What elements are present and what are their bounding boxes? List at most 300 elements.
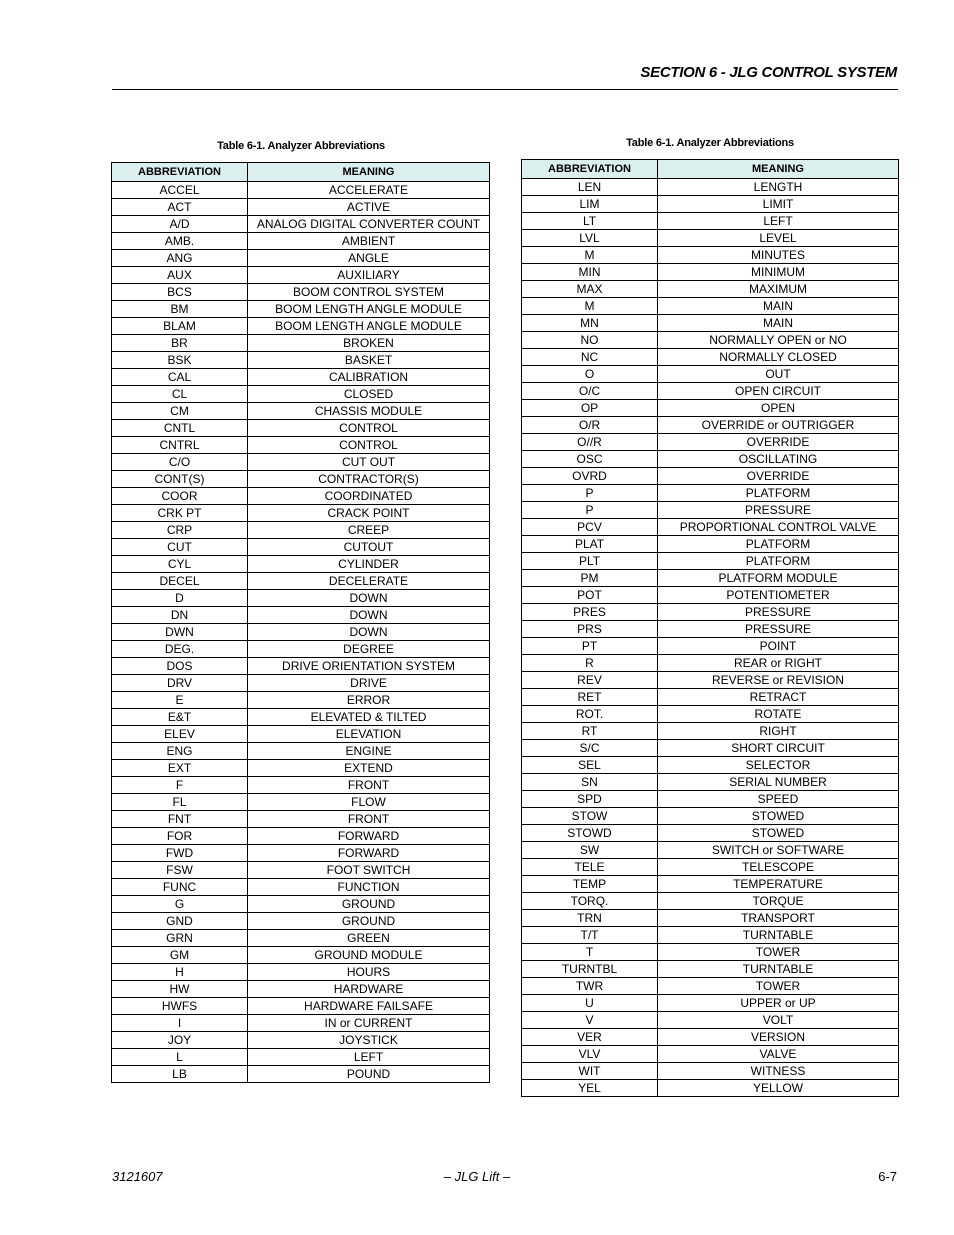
meaning-cell: HOURS — [248, 964, 490, 981]
table-row — [522, 230, 899, 247]
table-header-row — [522, 160, 899, 179]
abbreviation-cell: ENG — [112, 743, 248, 760]
meaning-cell: IN or CURRENT — [248, 1015, 490, 1032]
abbreviation-cell: TWR — [522, 978, 658, 995]
abbreviation-cell: GRN — [112, 930, 248, 947]
table-row — [522, 264, 899, 281]
table-row — [522, 842, 899, 859]
abbreviation-cell: DN — [112, 607, 248, 624]
table-row — [112, 539, 490, 556]
meaning-cell: TURNTABLE — [658, 927, 899, 944]
table-row — [522, 1080, 899, 1097]
abbreviation-cell: U — [522, 995, 658, 1012]
abbreviation-cell: POT — [522, 587, 658, 604]
abbreviation-cell: FL — [112, 794, 248, 811]
table-caption-right: Table 6-1. Analyzer Abbreviations — [626, 137, 794, 149]
abbreviation-cell: DEG. — [112, 641, 248, 658]
abbreviation-cell: FSW — [112, 862, 248, 879]
meaning-cell: CALIBRATION — [248, 369, 490, 386]
abbreviation-cell: OP — [522, 400, 658, 417]
abbreviation-cell: SW — [522, 842, 658, 859]
abbreviation-table-right — [521, 159, 899, 1097]
table-row — [112, 182, 490, 199]
table-row — [112, 233, 490, 250]
abbreviation-cell: PM — [522, 570, 658, 587]
abbreviation-cell: HW — [112, 981, 248, 998]
meaning-cell: MAIN — [658, 315, 899, 332]
table-row — [522, 213, 899, 230]
meaning-cell: SPEED — [658, 791, 899, 808]
meaning-cell: EXTEND — [248, 760, 490, 777]
table-row — [112, 590, 490, 607]
table-row — [522, 536, 899, 553]
abbreviation-cell: ACCEL — [112, 182, 248, 199]
footer-publisher: – JLG Lift – — [443, 1169, 511, 1184]
table-row — [112, 692, 490, 709]
meaning-cell: JOYSTICK — [248, 1032, 490, 1049]
abbreviation-cell: A/D — [112, 216, 248, 233]
table-row — [112, 250, 490, 267]
meaning-cell: DOWN — [248, 607, 490, 624]
column-header-abbreviation: ABBREVIATION — [522, 160, 658, 179]
table-row — [112, 726, 490, 743]
abbreviation-cell: I — [112, 1015, 248, 1032]
meaning-cell: OPEN CIRCUIT — [658, 383, 899, 400]
meaning-cell: VOLT — [658, 1012, 899, 1029]
table-row — [112, 624, 490, 641]
abbreviation-cell: D — [112, 590, 248, 607]
meaning-cell: CONTRACTOR(S) — [248, 471, 490, 488]
table-row — [522, 876, 899, 893]
abbreviation-cell: AMB. — [112, 233, 248, 250]
meaning-cell: BASKET — [248, 352, 490, 369]
meaning-cell: CONTROL — [248, 437, 490, 454]
abbreviation-cell: BR — [112, 335, 248, 352]
table-row — [522, 825, 899, 842]
table-row — [112, 896, 490, 913]
meaning-cell: ERROR — [248, 692, 490, 709]
meaning-cell: BROKEN — [248, 335, 490, 352]
table-row — [112, 420, 490, 437]
table-row — [522, 587, 899, 604]
meaning-cell: DRIVE — [248, 675, 490, 692]
table-row — [522, 995, 899, 1012]
table-row — [522, 859, 899, 876]
table-row — [112, 318, 490, 335]
meaning-cell: POINT — [658, 638, 899, 655]
meaning-cell: NORMALLY OPEN or NO — [658, 332, 899, 349]
column-header-meaning: MEANING — [658, 160, 899, 179]
meaning-cell: AMBIENT — [248, 233, 490, 250]
meaning-cell: PRESSURE — [658, 604, 899, 621]
meaning-cell: PLATFORM — [658, 553, 899, 570]
abbreviation-cell: CM — [112, 403, 248, 420]
abbreviation-cell: P — [522, 485, 658, 502]
table-row — [112, 284, 490, 301]
meaning-cell: STOWED — [658, 825, 899, 842]
abbreviation-cell: DWN — [112, 624, 248, 641]
table-row — [112, 369, 490, 386]
abbreviation-cell: COOR — [112, 488, 248, 505]
abbreviation-cell: T/T — [522, 927, 658, 944]
meaning-cell: PROPORTIONAL CONTROL VALVE — [658, 519, 899, 536]
table-row — [522, 978, 899, 995]
table-row — [522, 944, 899, 961]
abbreviation-cell: ACT — [112, 199, 248, 216]
abbreviation-cell: SEL — [522, 757, 658, 774]
abbreviation-cell: TRN — [522, 910, 658, 927]
abbreviation-cell: CUT — [112, 539, 248, 556]
table-row — [522, 1012, 899, 1029]
table-row — [112, 811, 490, 828]
abbreviation-cell: VLV — [522, 1046, 658, 1063]
table-row — [112, 471, 490, 488]
table-row — [522, 570, 899, 587]
meaning-cell: MINUTES — [658, 247, 899, 264]
abbreviation-cell: T — [522, 944, 658, 961]
meaning-cell: SWITCH or SOFTWARE — [658, 842, 899, 859]
meaning-cell: TEMPERATURE — [658, 876, 899, 893]
table-row — [522, 1029, 899, 1046]
abbreviation-cell: CNTRL — [112, 437, 248, 454]
meaning-cell: MAIN — [658, 298, 899, 315]
meaning-cell: HARDWARE — [248, 981, 490, 998]
table-row — [112, 352, 490, 369]
meaning-cell: CLOSED — [248, 386, 490, 403]
meaning-cell: DOWN — [248, 624, 490, 641]
abbreviation-cell: OSC — [522, 451, 658, 468]
table-row — [112, 879, 490, 896]
meaning-cell: FRONT — [248, 777, 490, 794]
table-row — [522, 1046, 899, 1063]
meaning-cell: PRESSURE — [658, 502, 899, 519]
meaning-cell: CUT OUT — [248, 454, 490, 471]
meaning-cell: ANALOG DIGITAL CONVERTER COUNT — [248, 216, 490, 233]
abbreviation-cell: CL — [112, 386, 248, 403]
abbreviation-cell: NO — [522, 332, 658, 349]
table-row — [522, 485, 899, 502]
meaning-cell: OVERRIDE — [658, 434, 899, 451]
abbreviation-cell: ANG — [112, 250, 248, 267]
meaning-cell: PLATFORM MODULE — [658, 570, 899, 587]
meaning-cell: LEVEL — [658, 230, 899, 247]
meaning-cell: CHASSIS MODULE — [248, 403, 490, 420]
table-row — [522, 706, 899, 723]
table-row — [112, 777, 490, 794]
header-rule — [112, 89, 898, 90]
abbreviation-cell: CRP — [112, 522, 248, 539]
meaning-cell: ACCELERATE — [248, 182, 490, 199]
abbreviation-cell: FWD — [112, 845, 248, 862]
abbreviation-cell: ROT. — [522, 706, 658, 723]
table-row — [112, 913, 490, 930]
abbreviation-cell: JOY — [112, 1032, 248, 1049]
meaning-cell: RETRACT — [658, 689, 899, 706]
abbreviation-cell: BLAM — [112, 318, 248, 335]
abbreviation-cell: ELEV — [112, 726, 248, 743]
meaning-cell: GROUND MODULE — [248, 947, 490, 964]
abbreviation-cell: LVL — [522, 230, 658, 247]
table-row — [522, 298, 899, 315]
abbreviation-cell: PT — [522, 638, 658, 655]
table-row — [522, 621, 899, 638]
abbreviation-cell: RET — [522, 689, 658, 706]
meaning-cell: PLATFORM — [658, 485, 899, 502]
meaning-cell: DRIVE ORIENTATION SYSTEM — [248, 658, 490, 675]
meaning-cell: ELEVATED & TILTED — [248, 709, 490, 726]
meaning-cell: LEFT — [658, 213, 899, 230]
table-row — [522, 553, 899, 570]
table-row — [522, 502, 899, 519]
abbreviation-cell: RT — [522, 723, 658, 740]
meaning-cell: YELLOW — [658, 1080, 899, 1097]
table-row — [112, 641, 490, 658]
table-row — [112, 743, 490, 760]
abbreviation-cell: LB — [112, 1066, 248, 1083]
table-row — [112, 607, 490, 624]
table-row — [112, 403, 490, 420]
abbreviation-cell: F — [112, 777, 248, 794]
meaning-cell: CRACK POINT — [248, 505, 490, 522]
meaning-cell: ACTIVE — [248, 199, 490, 216]
table-row — [112, 981, 490, 998]
abbreviation-cell: TEMP — [522, 876, 658, 893]
meaning-cell: CREEP — [248, 522, 490, 539]
abbreviation-cell: STOWD — [522, 825, 658, 842]
meaning-cell: ENGINE — [248, 743, 490, 760]
abbreviation-cell: CAL — [112, 369, 248, 386]
table-header-row — [112, 163, 490, 182]
abbreviation-cell: MIN — [522, 264, 658, 281]
table-row — [112, 1049, 490, 1066]
abbreviation-cell: FOR — [112, 828, 248, 845]
table-row — [112, 488, 490, 505]
table-row — [112, 199, 490, 216]
abbreviation-cell: MAX — [522, 281, 658, 298]
meaning-cell: OVERRIDE — [658, 468, 899, 485]
abbreviation-cell: PLAT — [522, 536, 658, 553]
abbreviation-cell: CONT(S) — [112, 471, 248, 488]
abbreviation-cell: BCS — [112, 284, 248, 301]
abbreviation-cell: G — [112, 896, 248, 913]
abbreviation-cell: M — [522, 247, 658, 264]
abbreviation-cell: LT — [522, 213, 658, 230]
table-row — [522, 689, 899, 706]
meaning-cell: FLOW — [248, 794, 490, 811]
abbreviation-cell: DECEL — [112, 573, 248, 590]
abbreviation-cell: AUX — [112, 267, 248, 284]
table-row — [112, 1015, 490, 1032]
table-row — [112, 828, 490, 845]
meaning-cell: DEGREE — [248, 641, 490, 658]
abbreviation-cell: FUNC — [112, 879, 248, 896]
meaning-cell: COORDINATED — [248, 488, 490, 505]
meaning-cell: TOWER — [658, 978, 899, 995]
meaning-cell: PLATFORM — [658, 536, 899, 553]
meaning-cell: OSCILLATING — [658, 451, 899, 468]
meaning-cell: TORQUE — [658, 893, 899, 910]
table-row — [112, 267, 490, 284]
meaning-cell: FRONT — [248, 811, 490, 828]
meaning-cell: CYLINDER — [248, 556, 490, 573]
abbreviation-cell: GM — [112, 947, 248, 964]
meaning-cell: RIGHT — [658, 723, 899, 740]
table-row — [522, 366, 899, 383]
table-row — [112, 216, 490, 233]
table-row — [112, 947, 490, 964]
meaning-cell: POTENTIOMETER — [658, 587, 899, 604]
table-row — [112, 658, 490, 675]
table-row — [522, 774, 899, 791]
abbreviation-cell: REV — [522, 672, 658, 689]
meaning-cell: BOOM CONTROL SYSTEM — [248, 284, 490, 301]
meaning-cell: WITNESS — [658, 1063, 899, 1080]
table-row — [112, 930, 490, 947]
table-row — [522, 791, 899, 808]
abbreviation-cell: CYL — [112, 556, 248, 573]
meaning-cell: LEFT — [248, 1049, 490, 1066]
abbreviation-cell: PLT — [522, 553, 658, 570]
abbreviation-cell: YEL — [522, 1080, 658, 1097]
abbreviation-cell: O/R — [522, 417, 658, 434]
meaning-cell: LENGTH — [658, 179, 899, 196]
abbreviation-cell: O//R — [522, 434, 658, 451]
meaning-cell: GROUND — [248, 896, 490, 913]
table-row — [522, 638, 899, 655]
table-row — [522, 315, 899, 332]
abbreviation-cell: BSK — [112, 352, 248, 369]
table-row — [522, 604, 899, 621]
abbreviation-cell: H — [112, 964, 248, 981]
table-row — [522, 281, 899, 298]
abbreviation-cell: TORQ. — [522, 893, 658, 910]
table-row — [112, 964, 490, 981]
table-row — [112, 301, 490, 318]
meaning-cell: STOWED — [658, 808, 899, 825]
abbreviation-cell: WIT — [522, 1063, 658, 1080]
abbreviation-cell: S/C — [522, 740, 658, 757]
meaning-cell: AUXILIARY — [248, 267, 490, 284]
table-row — [522, 1063, 899, 1080]
column-header-abbreviation: ABBREVIATION — [112, 163, 248, 182]
table-row — [522, 468, 899, 485]
meaning-cell: SELECTOR — [658, 757, 899, 774]
abbreviation-cell: BM — [112, 301, 248, 318]
abbreviation-cell: CRK PT — [112, 505, 248, 522]
table-row — [112, 556, 490, 573]
table-row — [522, 196, 899, 213]
table-row — [112, 675, 490, 692]
abbreviation-cell: TURNTBL — [522, 961, 658, 978]
column-header-meaning: MEANING — [248, 163, 490, 182]
meaning-cell: VALVE — [658, 1046, 899, 1063]
table-row — [522, 927, 899, 944]
table-row — [522, 672, 899, 689]
meaning-cell: BOOM LENGTH ANGLE MODULE — [248, 318, 490, 335]
table-row — [522, 434, 899, 451]
table-row — [112, 709, 490, 726]
table-row — [112, 998, 490, 1015]
table-row — [522, 519, 899, 536]
meaning-cell: HARDWARE FAILSAFE — [248, 998, 490, 1015]
meaning-cell: LIMIT — [658, 196, 899, 213]
table-row — [522, 655, 899, 672]
table-row — [112, 573, 490, 590]
table-row — [522, 808, 899, 825]
abbreviation-table-left — [111, 162, 490, 1083]
meaning-cell: FORWARD — [248, 845, 490, 862]
meaning-cell: TELESCOPE — [658, 859, 899, 876]
table-row — [522, 332, 899, 349]
meaning-cell: TURNTABLE — [658, 961, 899, 978]
table-row — [112, 437, 490, 454]
table-row — [112, 1032, 490, 1049]
meaning-cell: BOOM LENGTH ANGLE MODULE — [248, 301, 490, 318]
meaning-cell: CUTOUT — [248, 539, 490, 556]
abbreviation-cell: LIM — [522, 196, 658, 213]
meaning-cell: ROTATE — [658, 706, 899, 723]
meaning-cell: UPPER or UP — [658, 995, 899, 1012]
abbreviation-cell: PRES — [522, 604, 658, 621]
table-row — [112, 386, 490, 403]
meaning-cell: DECELERATE — [248, 573, 490, 590]
abbreviation-cell: OVRD — [522, 468, 658, 485]
table-row — [522, 400, 899, 417]
table-row — [112, 794, 490, 811]
meaning-cell: CONTROL — [248, 420, 490, 437]
table-row — [112, 1066, 490, 1083]
table-row — [112, 335, 490, 352]
footer-page-number: 6-7 — [878, 1169, 897, 1184]
table-row — [522, 740, 899, 757]
table-row — [522, 383, 899, 400]
abbreviation-cell: PCV — [522, 519, 658, 536]
abbreviation-cell: GND — [112, 913, 248, 930]
abbreviation-cell: SPD — [522, 791, 658, 808]
abbreviation-cell: CNTL — [112, 420, 248, 437]
meaning-cell: MAXIMUM — [658, 281, 899, 298]
abbreviation-cell: DRV — [112, 675, 248, 692]
table-row — [112, 522, 490, 539]
abbreviation-cell: E — [112, 692, 248, 709]
abbreviation-cell: LEN — [522, 179, 658, 196]
meaning-cell: ELEVATION — [248, 726, 490, 743]
table-row — [522, 247, 899, 264]
abbreviation-cell: EXT — [112, 760, 248, 777]
meaning-cell: PRESSURE — [658, 621, 899, 638]
table-row — [112, 505, 490, 522]
abbreviation-cell: SN — [522, 774, 658, 791]
abbreviation-cell: STOW — [522, 808, 658, 825]
meaning-cell: POUND — [248, 1066, 490, 1083]
table-row — [522, 961, 899, 978]
table-row — [522, 723, 899, 740]
table-row — [522, 757, 899, 774]
abbreviation-cell: V — [522, 1012, 658, 1029]
meaning-cell: GREEN — [248, 930, 490, 947]
meaning-cell: FUNCTION — [248, 879, 490, 896]
abbreviation-cell: C/O — [112, 454, 248, 471]
abbreviation-cell: NC — [522, 349, 658, 366]
abbreviation-cell: MN — [522, 315, 658, 332]
abbreviation-cell: TELE — [522, 859, 658, 876]
meaning-cell: ANGLE — [248, 250, 490, 267]
meaning-cell: TOWER — [658, 944, 899, 961]
footer-doc-number: 3121607 — [112, 1169, 163, 1184]
meaning-cell: VERSION — [658, 1029, 899, 1046]
abbreviation-cell: HWFS — [112, 998, 248, 1015]
meaning-cell: OPEN — [658, 400, 899, 417]
